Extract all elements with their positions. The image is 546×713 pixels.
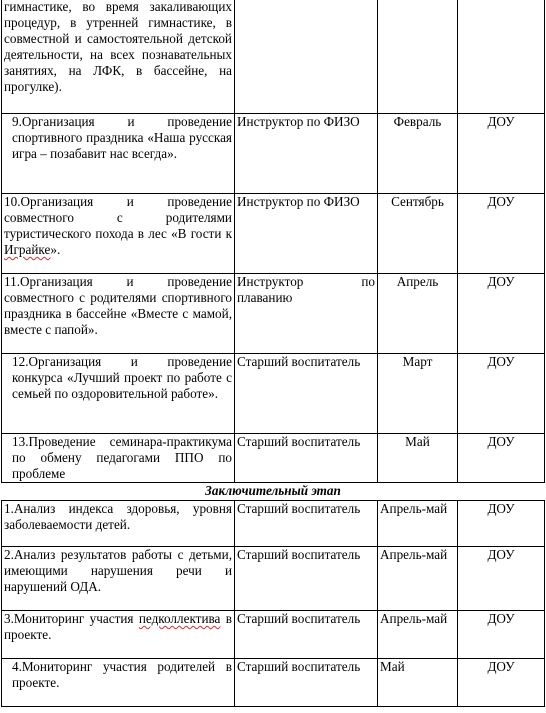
place-cell: ДОУ [458,611,545,659]
activity-cell [2,274,235,354]
place-cell: ДОУ [458,194,545,274]
activity-cell [2,611,235,659]
activity-text: 12.Организация и проведение конкурса «Лучший проект по работе с семьей по оздоровительной работе». [12,354,232,401]
place-cell: ДОУ [458,501,545,547]
responsible-cell: Старший воспитатель [235,659,378,707]
activity-text-misspelled: Играйке [4,242,51,257]
responsible-cell: Инструктор по ФИЗО [235,194,378,274]
place-cell: ДОУ [458,114,545,194]
responsible-cell: Старший воспитатель [235,501,378,547]
table-row [2,354,545,434]
stage-header-row [2,483,545,501]
table-row [2,547,545,611]
table-row [2,659,545,707]
term-cell [378,0,458,114]
activity-text-misspelled: педколлектива [138,611,221,626]
responsible-cell: Инструктор по плаванию [235,274,378,354]
term-cell: Февраль [378,114,458,194]
activity-cell [2,194,235,274]
responsible-cell: Старший воспитатель [235,547,378,611]
term-cell: Апрель-май [378,501,458,547]
activity-text: гимнастике, во время закаливающих процедур, в утренней гимнастике, в совместной и самостоятельной детской деятельности, на всех познавательных занятиях, на ЛФК, в бассейне, на прогулке). [4,0,232,94]
activity-text-start: 10.Организация и проведение совместного с родителями туристического похода в лес «В гости к [4,194,232,241]
activity-text: 1.Анализ индекса здоровья, уровня заболеваемости детей. [4,501,232,532]
activity-text: 11.Организация и проведение совместного с родителями спортивного праздника в бассейне «Вместе с мамой, вместе с папой». [4,274,232,337]
place-cell: ДОУ [458,274,545,354]
table-row [2,0,545,114]
responsible-cell [235,0,378,114]
stage-title: Заключительный этап [2,483,545,501]
activity-text: 13.Проведение семинара-практикума по обмену педагогами ППО по проблеме [12,434,232,481]
place-cell: ДОУ [458,354,545,434]
responsible-cell: Старший воспитатель [235,611,378,659]
term-cell: Апрель [378,274,458,354]
activity-cell [2,0,235,114]
table-row [2,501,545,547]
responsible-cell: Старший воспитатель [235,434,378,483]
activity-cell [2,354,235,434]
table-row [2,434,545,483]
activity-cell [2,501,235,547]
place-cell: ДОУ [458,659,545,707]
place-cell [458,0,545,114]
activity-text: 9.Организация и проведение спортивного праздника «Наша русская игра – позабавит нас всегда». [12,114,232,161]
responsible-cell: Инструктор по ФИЗО [235,114,378,194]
activity-text-end: в проекте. [4,611,232,642]
term-cell: Май [378,434,458,483]
term-cell: Май [378,659,458,707]
table-row [2,194,545,274]
plan-table [1,0,545,707]
term-cell: Апрель-май [378,547,458,611]
activity-cell [2,114,235,194]
activity-cell [2,547,235,611]
place-cell: ДОУ [458,547,545,611]
term-cell: Март [378,354,458,434]
table-row [2,611,545,659]
place-cell: ДОУ [458,434,545,483]
activity-text-start: 3.Мониторинг участия [4,611,139,626]
activity-text: 2.Анализ результатов работы с детьми, имеющими нарушения речи и нарушений ОДА. [4,547,232,594]
term-cell: Сентябрь [378,194,458,274]
responsible-cell: Старший воспитатель [235,354,378,434]
activity-cell [2,434,235,483]
activity-cell [2,659,235,707]
term-cell: Апрель-май [378,611,458,659]
activity-text-end: ». [50,242,61,257]
activity-text: 4.Мониторинг участия родителей в проекте. [12,659,232,690]
table-row [2,274,545,354]
table-row [2,114,545,194]
